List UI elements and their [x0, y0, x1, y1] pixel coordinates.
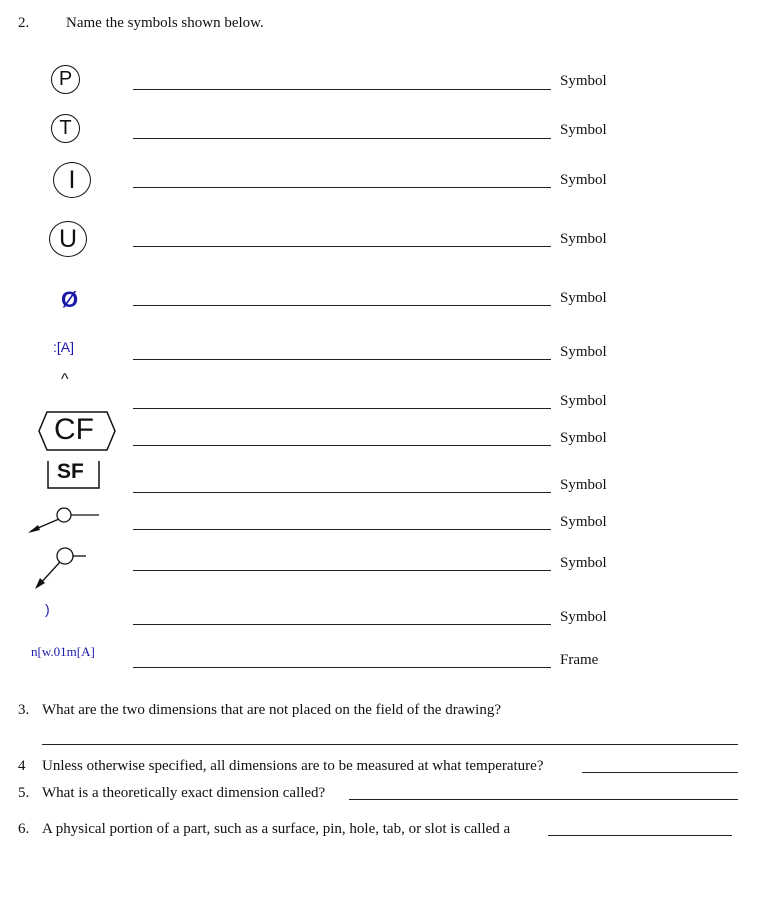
question-5-text: What is a theoretically exact dimension called?: [42, 785, 326, 801]
symbol-i-circle: I: [53, 162, 91, 198]
answer-line-q6[interactable]: [548, 835, 732, 836]
symbol-datum-a: :[A]: [53, 339, 75, 355]
symbol-label-1: Symbol: [560, 73, 607, 89]
question-3-number: 3.: [18, 702, 30, 718]
answer-line-7[interactable]: [133, 408, 551, 409]
answer-line-11[interactable]: [133, 570, 551, 571]
question-5-number: 5.: [18, 785, 30, 801]
question-3-text: What are the two dimensions that are not placed on the field of the drawing?: [42, 702, 502, 718]
answer-line-3[interactable]: [133, 187, 551, 188]
answer-line-q3[interactable]: [42, 744, 738, 745]
question-6-number: 6.: [18, 821, 30, 837]
symbol-u-circle: U: [49, 221, 87, 257]
symbol-label-2: Symbol: [560, 122, 607, 138]
question-4-text: Unless otherwise specified, all dimensions are to be measured at what temperature?: [42, 758, 544, 774]
symbol-diameter: Ø: [61, 287, 79, 312]
answer-line-6[interactable]: [133, 359, 551, 360]
symbol-p-circle: P: [51, 65, 80, 94]
symbol-label-7: Symbol: [560, 393, 607, 409]
symbol-label-8: Symbol: [560, 430, 607, 446]
symbol-caret: ^: [61, 371, 69, 388]
answer-line-4[interactable]: [133, 246, 551, 247]
symbol-frame: n[w.01m[A]: [31, 644, 95, 659]
symbol-t-circle: T: [51, 114, 80, 143]
answer-line-9[interactable]: [133, 492, 551, 493]
symbol-leader-circle-2: [32, 544, 88, 590]
answer-line-q5[interactable]: [349, 799, 738, 800]
answer-line-2[interactable]: [133, 138, 551, 139]
symbol-paren: ): [45, 601, 50, 617]
question-2-number: 2.: [18, 15, 30, 31]
symbol-label-10: Symbol: [560, 514, 607, 530]
symbol-leader-circle-1: [26, 503, 102, 535]
symbol-label-4: Symbol: [560, 231, 607, 247]
symbol-label-6: Symbol: [560, 344, 607, 360]
symbol-cf-text: CF: [54, 413, 94, 446]
answer-line-10[interactable]: [133, 529, 551, 530]
question-4-number: 4: [18, 758, 26, 774]
answer-line-13[interactable]: [133, 667, 551, 668]
symbol-label-9: Symbol: [560, 477, 607, 493]
answer-line-12[interactable]: [133, 624, 551, 625]
answer-line-8[interactable]: [133, 445, 551, 446]
symbol-sf-text: SF: [57, 460, 84, 483]
symbol-label-12: Symbol: [560, 609, 607, 625]
question-2-prompt: Name the symbols shown below.: [66, 15, 264, 31]
answer-line-5[interactable]: [133, 305, 551, 306]
symbol-label-3: Symbol: [560, 172, 607, 188]
symbol-label-13: Frame: [560, 652, 599, 668]
question-6-text: A physical portion of a part, such as a surface, pin, hole, tab, or slot is called a: [42, 821, 511, 837]
symbol-label-11: Symbol: [560, 555, 607, 571]
answer-line-q4[interactable]: [582, 772, 738, 773]
answer-line-1[interactable]: [133, 89, 551, 90]
symbol-label-5: Symbol: [560, 290, 607, 306]
